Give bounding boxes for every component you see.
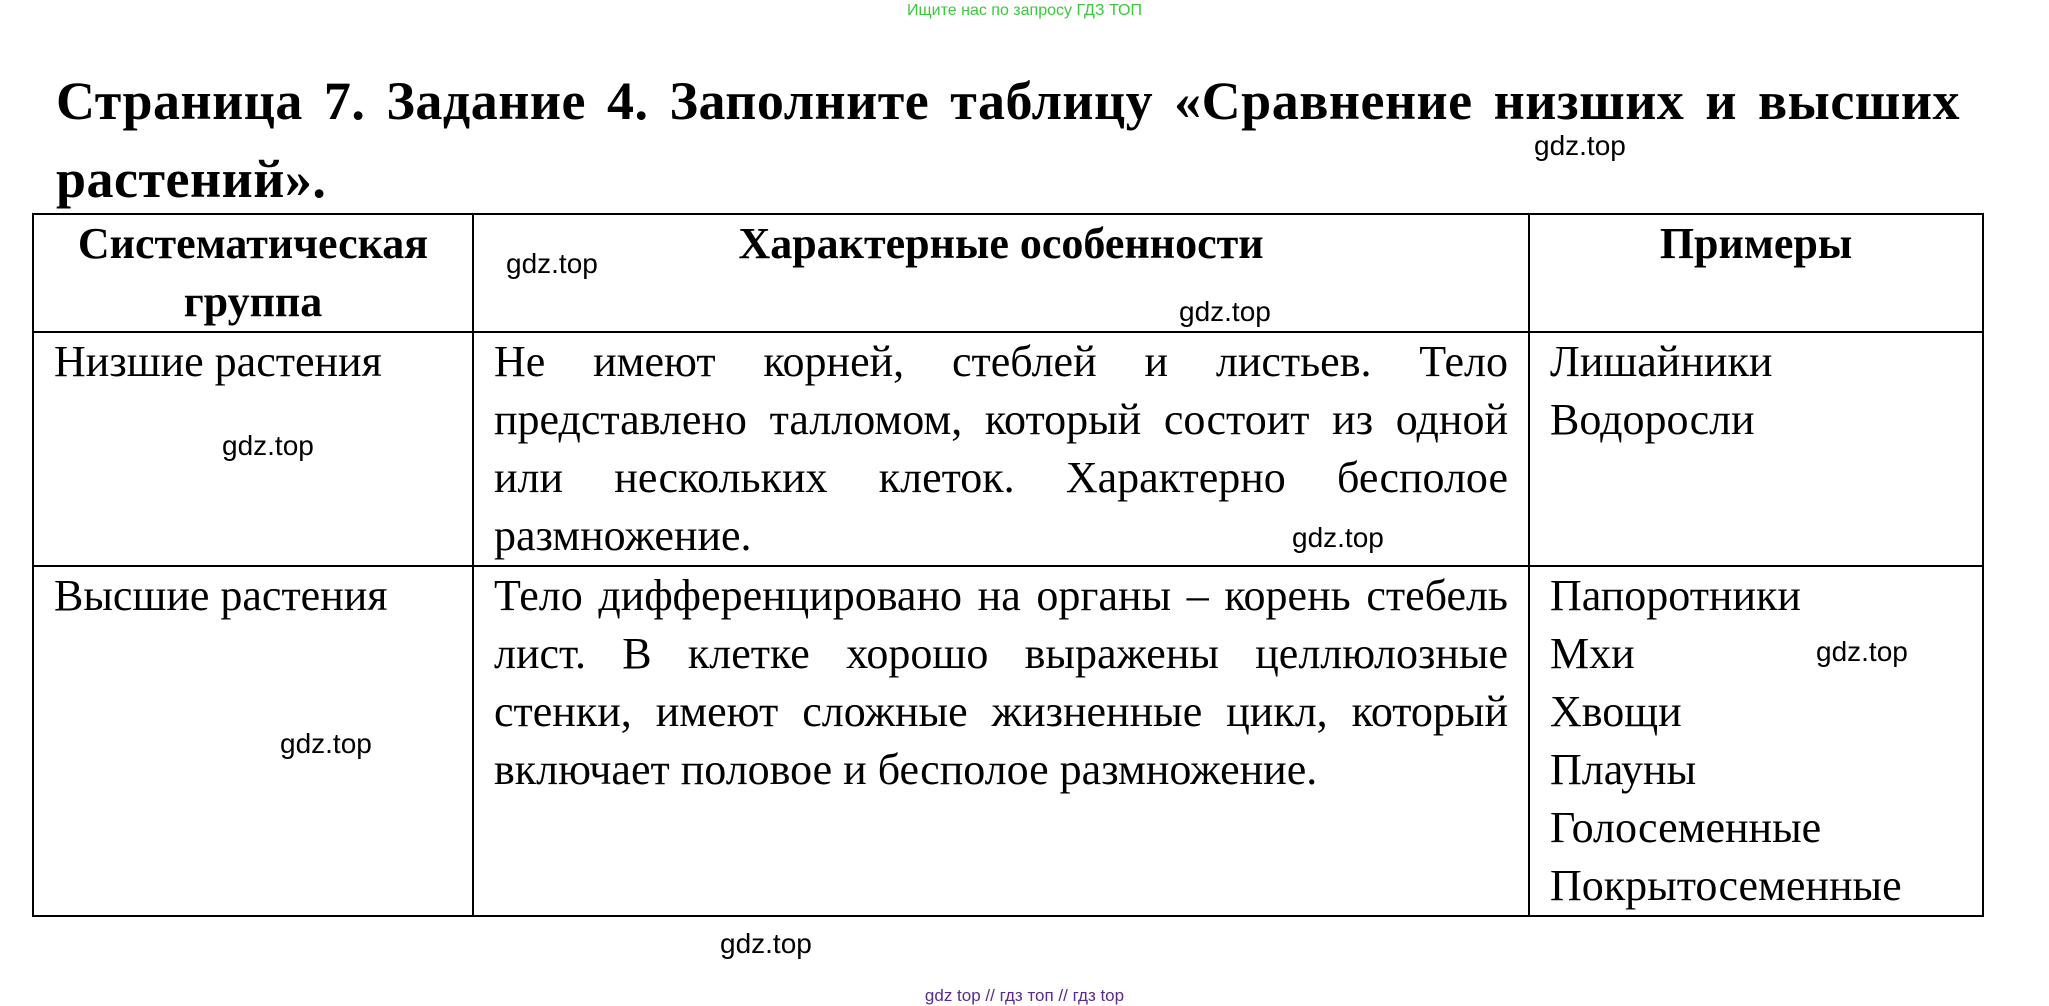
list-item: Мхи xyxy=(1550,629,1635,678)
top-banner: Ищите нас по запросу ГДЗ ТОП xyxy=(907,2,1142,19)
watermark: gdz.top xyxy=(506,248,598,279)
list-item: Плауны xyxy=(1550,745,1697,794)
watermark: gdz.top xyxy=(222,430,314,461)
header-group: Систематическая группа xyxy=(33,214,473,332)
page-title: Страница 7. Задание 4. Заполните таблицу «Сравнение низших и высших растений». xyxy=(56,71,1960,209)
footer: gdz top // гдз топ // гдз top xyxy=(924,986,1125,1005)
list-item: Покрытосеменные xyxy=(1550,861,1902,910)
cell-group-lower: Низшие растения xyxy=(33,332,473,566)
list-item: Водоросли xyxy=(1550,395,1755,444)
list-item: Голосеменные xyxy=(1550,803,1822,852)
table-row-higher-plants xyxy=(33,566,1983,916)
watermark: gdz.top xyxy=(280,728,372,759)
header-features: Характерные особенности xyxy=(473,214,1529,332)
watermark: gdz.top xyxy=(720,928,812,959)
cell-group-higher: Высшие растения xyxy=(33,566,473,916)
cell-features-lower: Не имеют корней, стеблей и листьев. Тело представлено талломом, который состоит из одной или нескольких клеток. Характерно бесполое размножение. xyxy=(473,332,1529,566)
watermark: gdz.top xyxy=(1179,296,1271,327)
table-header-row xyxy=(33,214,1983,332)
list-item: Папоротники xyxy=(1550,571,1801,620)
list-item: Лишайники xyxy=(1550,337,1773,386)
cell-examples-higher xyxy=(1529,566,1983,916)
header-examples: Примеры xyxy=(1529,214,1983,332)
examples-list-lower xyxy=(1550,333,1962,449)
examples-list-higher xyxy=(1550,567,1962,915)
watermark: gdz.top xyxy=(1534,130,1626,161)
watermark: gdz.top xyxy=(1816,636,1908,667)
list-item: Хвощи xyxy=(1550,687,1682,736)
table-row-lower-plants xyxy=(33,332,1983,566)
comparison-table xyxy=(32,213,1984,917)
cell-examples-lower xyxy=(1529,332,1983,566)
cell-features-higher: Тело дифференцировано на органы – корень стебель лист. В клетке хорошо выражены целлюлозные стенки, имеют сложные жизненные цикл, который включает половое и бесполое размножение. xyxy=(473,566,1529,916)
watermark: gdz.top xyxy=(1292,522,1384,553)
